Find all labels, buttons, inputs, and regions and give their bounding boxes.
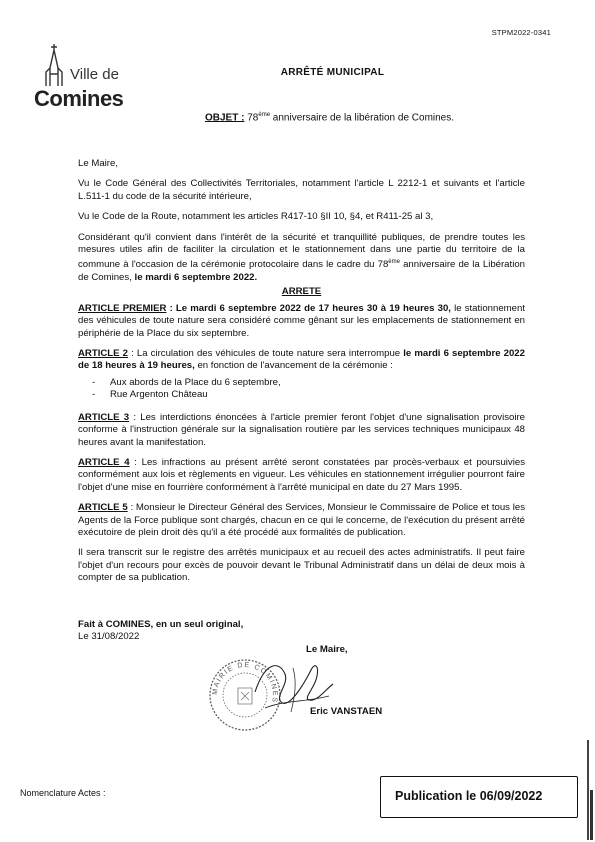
considerant-text2: anniversaire de la Libération de Comines, bbox=[78, 259, 525, 284]
signing-date: Le 31/08/2022 bbox=[78, 631, 140, 643]
considerant-date: le mardi 6 septembre 2022. bbox=[131, 272, 258, 284]
article-premier-bold: : Le mardi 6 septembre 2022 de 17 heures 30 à 19 heures 30, bbox=[166, 302, 451, 314]
list-item: - Rue Argenton Château bbox=[92, 389, 525, 401]
article-premier-text: le stationnement des véhicules de toute nature sera considéré comme gênant sur les emplacements de stationnement en périphérie de la Place du six septembre. bbox=[78, 302, 525, 339]
logo-line-ville: Ville de bbox=[70, 66, 119, 83]
maire-label: Le Maire, bbox=[306, 644, 348, 655]
objet-text: anniversaire de la libération de Comines. bbox=[270, 112, 455, 124]
article-premier-label: ARTICLE PREMIER bbox=[78, 302, 167, 314]
article-3-text: : Les interdictions énoncées à l'article premier feront l'objet d'une signalisation provisoire conforme à l'instruction générale sur la signalisation routière par les services techniques municipaux 48 heures avant la manifestation. bbox=[78, 411, 526, 448]
salutation: Le Maire, bbox=[78, 158, 118, 169]
article-4-text: : Les infractions au présent arrêté seront constatées par procès-verbaux et poursuivies conformément aux lois et règlements en vigueur. Les véhicules en stationnement irrégulier pourront faire l'objet d'une mise en fourrière conformément à l'arrêté municipal en date du 27 Mars 1995. bbox=[78, 456, 525, 493]
signature bbox=[245, 652, 341, 730]
list-item: - Aux abords de la Place du 6 septembre, bbox=[92, 377, 525, 389]
publication-date: Publication le 06/09/2022 bbox=[395, 789, 543, 803]
vu-cgct: Vu le Code Général des Collectivités Territoriales, notamment l'article L 2212-1 et suivants et l'article L.511-1 du code de la sécurité intérieure, bbox=[78, 178, 525, 202]
objet-ordinal-sup: ème bbox=[258, 112, 271, 118]
publication-box bbox=[380, 776, 578, 818]
considerant-sup: ème bbox=[388, 259, 400, 266]
article-2-text2: en fonction de l'avancement de la cérémonie : bbox=[194, 360, 393, 372]
objet-label: OBJET : bbox=[205, 112, 245, 124]
objet-line bbox=[205, 112, 454, 123]
article-5 bbox=[78, 502, 525, 539]
nomenclature-label: Nomenclature Actes : bbox=[20, 788, 106, 798]
article-2-bold: le mardi 6 septembre 2022 de 18 heures à 19 heures, bbox=[78, 348, 525, 372]
svg-text:MAIRIE DE COMINES: MAIRIE DE COMINES bbox=[211, 661, 279, 705]
article-2-label: ARTICLE 2 bbox=[78, 348, 129, 360]
article-2-bullets bbox=[78, 377, 525, 402]
document-body bbox=[78, 158, 525, 593]
scan-edge bbox=[587, 740, 589, 840]
article-5-label: ARTICLE 5 bbox=[78, 502, 128, 514]
article-3 bbox=[78, 412, 525, 449]
signatory-name: Eric VANSTAEN bbox=[310, 706, 383, 717]
vu-code-route: Vu le Code de la Route, notamment les articles R417-10 §II 10, §4, et R411-25 al 3, bbox=[78, 211, 434, 223]
article-premier bbox=[78, 303, 525, 340]
considerant bbox=[78, 232, 525, 285]
logo-line-comines: Comines bbox=[34, 86, 124, 111]
document-reference: STPM2022-0341 bbox=[491, 28, 551, 37]
document-title: ARRÊTÉ MUNICIPAL bbox=[280, 67, 385, 78]
objet-ordinal: 78 bbox=[247, 112, 259, 124]
fait-a: Fait à COMINES, en un seul original, bbox=[78, 619, 244, 630]
fait-a-block bbox=[78, 619, 243, 644]
article-5-text: : Monsieur le Directeur Général des Services, Monsieur le Commissaire de Police et tous les Agents de la Force publique sont chargés, chacun en ce qui le concerne, de l'exécution du présent arrêté exécutoire de plein droit dès qu'il a été procédé aux formalités de publication. bbox=[78, 502, 525, 538]
article-3-label: ARTICLE 3 bbox=[78, 411, 130, 423]
article-2-text: : La circulation des véhicules de toute nature sera interrompue bbox=[131, 348, 404, 360]
article-4 bbox=[78, 457, 525, 494]
article-2 bbox=[78, 348, 525, 373]
considerant-text: Considérant qu'il convient dans l'intérêt de la sécurité et tranquillité publiques, de prendre toutes les mesures utiles afin de faciliter la circulation et le stationnement dans une partie du territoire de la commune à l'occasion de la cérémonie protocolaire dans le cadre du 78 bbox=[78, 231, 525, 271]
scan-edge bbox=[590, 790, 593, 840]
article-4-label: ARTICLE 4 bbox=[78, 456, 130, 468]
arrete-heading: ARRETE bbox=[281, 286, 322, 298]
closing-paragraph: Il sera transcrit sur le registre des arrêtés municipaux et au recueil des actes administratifs. Il peut faire l'objet d'un recours pour excès de pouvoir devant le Tribunal Administratif dans un délai de deux mois à compter de sa publication. bbox=[78, 547, 525, 584]
